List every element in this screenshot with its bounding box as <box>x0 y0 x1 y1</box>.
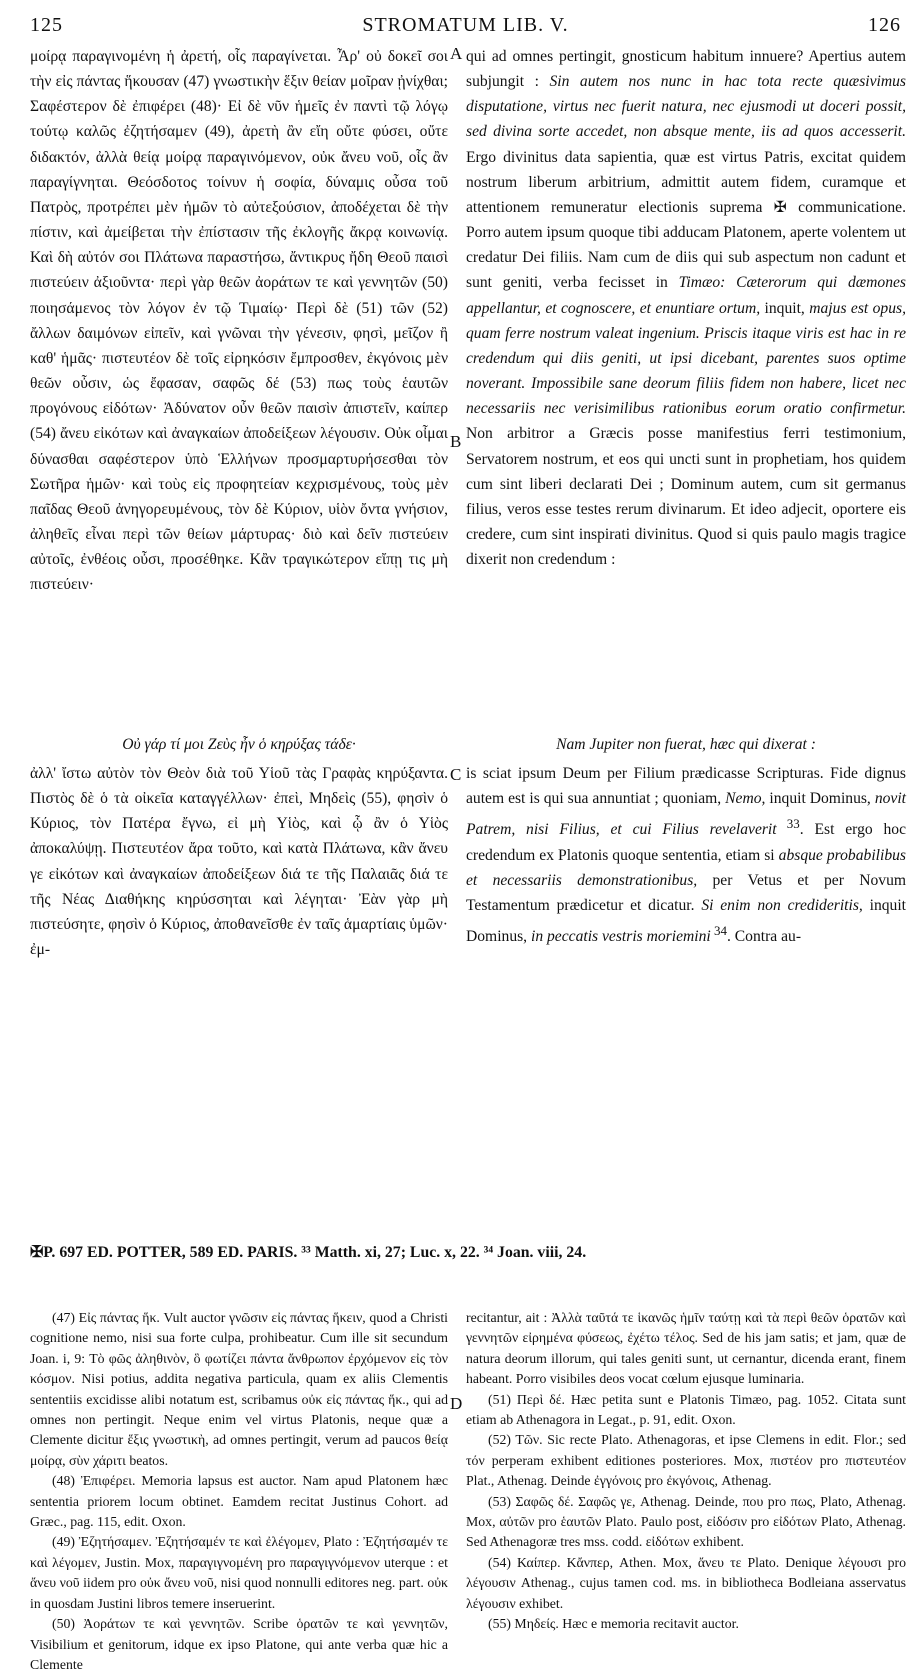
greek-verse: Οὐ γάρ τί μοι Ζεὺς ἦν ὁ κηρύξας τάδε· <box>122 736 356 753</box>
note-53: (53) Σαφῶς δέ. Σαφῶς γε, Athenag. Deinde, που pro πως, Plato, Athenag. Mox, αὐτῶν pro ἑαυτῶν Plato. Paulo post, εἰδόσιν pro εἰδότων Plato, Athenag. Sed Athenagoræ tres mss. codd. εἰδότων exhibent. <box>466 1493 906 1550</box>
page-number-left: 125 <box>30 14 63 36</box>
section-marker-a: A <box>450 44 463 63</box>
running-header <box>30 14 901 40</box>
greek-text-column-top <box>30 44 448 734</box>
note-51: (51) Περὶ δέ. Hæc petita sunt e Platonis Timæo, pag. 1052. Citata sunt etiam ab Athenagora in Legat., p. 91, edit. Oxon. <box>466 1391 906 1428</box>
latin-text-column-bottom <box>466 761 906 1207</box>
note-52: (52) Τῶν. Sic recte Plato. Athenagoras, et ipse Clemens in edit. Flor.; sed τόν perperam exhibent editiones posteriores. Mox, πιστέον pro πιστευτέον Plat., Athenag. Deinde ἐγγόνοις pro ἐκγόνοις, Athenag. <box>466 1432 906 1489</box>
note-55: (55) Μηδείς. Hæc e memoria recitavit auctor. <box>488 1616 739 1632</box>
latin-verse: Nam Jupiter non fuerat, hæc qui dixerat : <box>556 736 816 753</box>
latin-paragraph-1: qui ad omnes pertingit, gnosticum habitum innuere? Apertius autem subjungit : Sin autem nos nunc in hac tota recte quæsivimus disputatione, virtus nec fuerit natura, nec ejusmodi ut doceri possit, sed divina sorte accedet, non absque mente, iis ad quos accesserit. Ergo divinitus data sapientia, quæ est virtus Patris, excitat quidem nostrum liberum arbitrium, admittit autem fidem, curamque et attentionem remuneratur electionis suprema ✠ communicatione. Porro autem ipsum quoque tibi adducam Platonem, aperte volentem ut credatur Dei filiis. Nam cum de diis qui sub aspectum non cadunt et sunt geniti, verba fecisset in Timæo: Cæterorum qui dæmones appellantur, et cognoscere, et enuntiare ortum, inquit, majus est opus, quam ferre nostrum valeat ingenium. Priscis itaque viris est hac in re credendum qui diis geniti, ut ipsi dicebant, parentes suos optime noverant. Impossibile sane deorum filiis fidem non habere, licet nec necessariis nec verisimilibus rationibus eorum oratio confirmetur. Non arbitror a Græcis posse manifestius ferri testimonium, Servatorem nostrum, et eos qui uncti sunt in prophetiam, hos quidem cum sint liberi declarati Dei ; Dominum autem, cum sit germanus filius, veros esse testes rerum divinarum. Et ideo adjecit, oportere eis credere, cum sint inspirati divinitus. Quod si quis paulo magis tragice dixerit non credendum : <box>466 48 906 569</box>
greek-paragraph-2: ἀλλ' ἴστω αὐτὸν τὸν Θεὸν διὰ τοῦ Υἱοῦ τὰς Γραφὰς κηρύξαντα. Πιστὸς δὲ ὁ τὰ οἰκεῖα καταγγέλλων· ἐπεὶ, Μηδεὶς (55), φησὶν ὁ Κύριος, τὸν Πατέρα ἔγνω, εἰ μὴ Υἱὸς, καὶ ᾧ ἂν ὁ Υἱὸς ἀποκαλύψῃ. Πιστευτέον ἄρα τοῦτο, καὶ κατὰ Πλάτωνα, κἂν ἄνευ γε εἰκότων καὶ ἀναγκαίων ἀποδείξεων διά τε τῆς Παλαιᾶς διά τε τῆς Νέας Διαθήκης κηρύσσηται καὶ λέγηται· Ἐὰν γὰρ μὴ πιστεύσητε, φησὶν ὁ Κύριος, ἀποθανεῖσθε ἐν ταῖς ἁμαρτίαις ὑμῶν· ἐμ- <box>30 765 448 959</box>
note-50: (50) Ἀοράτων τε καὶ γεννητῶν. Scribe ὁρατῶν τε καὶ γεννητῶν, Visibilium et genitorum, idque ex ipso Platone, qui ante verba quæ hic a Clemente <box>30 1616 448 1672</box>
notes-left-column <box>30 1308 448 1672</box>
latin-paragraph-2: is sciat ipsum Deum per Filium prædicasse Scripturas. Fide dignus autem est is qui sua annuntiat ; quoniam, Nemo, inquit Dominus, novit Patrem, nisi Filius, et cui Filius revelaverit $^{33}$. Est ergo hoc credendum ex Platonis quoque sententia, etiam si absque probabilibus et necessariis demonstrationibus, per Vetus et per Novum Testamentum prædicetur et dicatur. Si enim non credideritis, inquit Dominus, in peccatis vestris moriemini $^{34}$. Contra au- <box>466 765 907 946</box>
notes-right-column <box>466 1308 906 1632</box>
page-number-right: 126 <box>868 14 901 36</box>
footnote-references: ✠P. 697 ED. POTTER, 589 ED. PARIS. ³³ Matth. xi, 27; Luc. x, 22. ³⁴ Joan. viii, 24. <box>30 1244 587 1261</box>
note-54: (54) Καίπερ. Κἄνπερ, Athen. Mox, ἄνευ τε Plato. Denique λέγουσι pro λέγουσιν Athenag., cujus tamen cod. ms. in bibliotheca Bodleiana asservatus λέγουσιν exhibet. <box>466 1554 906 1611</box>
section-marker-d: D <box>450 1394 463 1413</box>
greek-paragraph-1: μοίρᾳ παραγινομένη ἡ ἀρετή, οἷς παραγίνεται. Ἆρ' οὐ δοκεῖ σοι τὴν εἰς πάντας ἥκουσαν (47) γνωστικὴν ἕξιν θείαν μοῖραν ᾐνίχθαι; Σαφέστερον δὲ ἐπιφέρει (48)· Εἰ δὲ νῦν ἡμεῖς ἐν παντὶ τῷ λόγῳ τούτῳ καλῶς ἐζητήσαμεν (49), ἀρετὴ ἂν εἴη οὔτε φύσει, οὔτε διδακτόν, ἀλλὰ θείᾳ μοίρᾳ παραγινόμενον, οὐκ ἄνευ νοῦ, οἷς ἂν παραγίγνηται. Θεόσδοτος τοίνυν ἡ σοφία, δύναμις οὖσα τοῦ Πατρὸς, προτρέπει μὲν ἡμῶν τὸ αὐτεξούσιον, ἀποδέχεται δὲ τὴν πίστιν, καὶ ἀμείβεται τὴν ἐπίστασιν τῆς ἐκλογῆς ἄκρᾳ κοινωνίᾳ. Καὶ δὴ αὐτόν σοι Πλάτωνα παραστήσω, ἄντικρυς ἤδη Θεοῦ παισὶ πιστεύειν ἀξιοῦντα· περὶ γὰρ θεῶν ἀοράτων τε καὶ γεννητῶν (50) ποιησάμενος τὸν λόγον ἐν τῷ Τιμαίῳ· Περὶ δὲ (51) τῶν (52) ἄλλων δαιμόνων εἰπεῖν, καὶ γνῶναι τὴν γένεσιν, φησὶ, μεῖζον ἢ καθ' ἡμᾶς· πιστευτέον δὲ τοῖς εἰρηκόσιν ἔμπροσθεν, ἐκγόνοις μὲν θεῶν οὖσιν, ὡς ἔφασαν, σαφῶς δέ (53) πως τοὺς ἑαυτῶν προγόνους εἰδότων· Ἀδύνατον οὖν θεῶν παισὶν ἀπιστεῖν, καίπερ (54) ἄνευ εἰκότων καὶ ἀναγκαίων ἀποδείξεων λέγουσιν. Οὐκ οἶμαι δύνασθαι σαφέστερον ὑπὸ Ἑλλήνων προσμαρτυρήσεσθαι τὸν Σωτῆρα ἡμῶν· καὶ τοὺς εἰς προφητείαν κεχρισμένους, τοὺς μὲν παῖδας Θεοῦ ἀνηγορευμένους, τὸν δὲ Κύριον, υἱὸν ὄντα γνήσιον, ἀληθεῖς εἶναι περὶ τῶν θείων μάρτυρας· διὸ καὶ δεῖν πιστεύειν αὐτοῖς, ἐνθέοις οὖσι, προσέθηκε. Κἂν τραγικώτερον εἴπῃ τις μὴ πιστεύειν· <box>30 48 448 594</box>
note-47: (47) Εἰς πάντας ἥκ. Vult auctor γνῶσιν εἰς πάντας ἥκειν, quod a Christi cognitione nemo, nisi sua forte culpa, prohibeatur. Cum ille sit secundum Joan. i, 9: Τὸ φῶς ἀληθινὸν, ὃ φωτίζει πάντα ἄνθρωπον ἐρχόμενον εἰς τὸν κόσμον. Nisi potius, addita negativa particula, quam ex aliis Clementis sententiis excidisse alibi notatum est, scribamus οὐκ εἰς πάντας ἥκ., qui ad omnes non pertingit. Neque enim vel virtus Platonis, neque quæ a Clemente dicitur ἕξις γνωστικὴ, ad omnes pertingit, verum ad paucos θείᾳ μοίρᾳ, σὺν χάριτι beatos. <box>30 1310 448 1468</box>
section-marker-c: C <box>450 765 462 784</box>
note-49: (49) Ἐζητήσαμεν. Ἐζητήσαμέν τε καὶ ἐλέγομεν, Plato : Ἐζητήσαμέν τε καὶ λέγομεν, Justin. Mox, παραγιγνομένη pro παραγιγνόμενον uterque : et ἄνευ νοῦ iidem pro οὐκ ἄνευ νοῦ, nisi quod nonnulli editores neg. part. οὐκ in quosdam Justini libros temere inseruerint. <box>30 1534 448 1611</box>
note-50-continued: recitantur, ait : Ἀλλὰ ταῦτά τε ἱκανῶς ἡμῖν ταύτῃ καὶ τὰ περὶ θεῶν ὁρατῶν καὶ γεννητῶν εἰρημένα φύσεως, ἐχέτω τέλος. Sed de his jam satis; et jam, quæ de natura deorum illorum, qui tales geniti sunt, ut cernantur, dicenda erant, finem habeant. Porro visibiles deos vocat cœlum ejusque luminaria. <box>466 1310 906 1387</box>
latin-text-column-top <box>466 44 906 709</box>
section-marker-b: B <box>450 432 462 451</box>
greek-text-column-bottom <box>30 761 448 1207</box>
note-48: (48) Ἐπιφέρει. Memoria lapsus est auctor. Nam apud Platonem hæc sententia priorem locum obtinet. Eamdem recitat Justinus Cohort. ad Græc., pag. 115, edit. Oxon. <box>30 1473 448 1530</box>
running-title: STROMATUM LIB. V. <box>362 14 569 36</box>
